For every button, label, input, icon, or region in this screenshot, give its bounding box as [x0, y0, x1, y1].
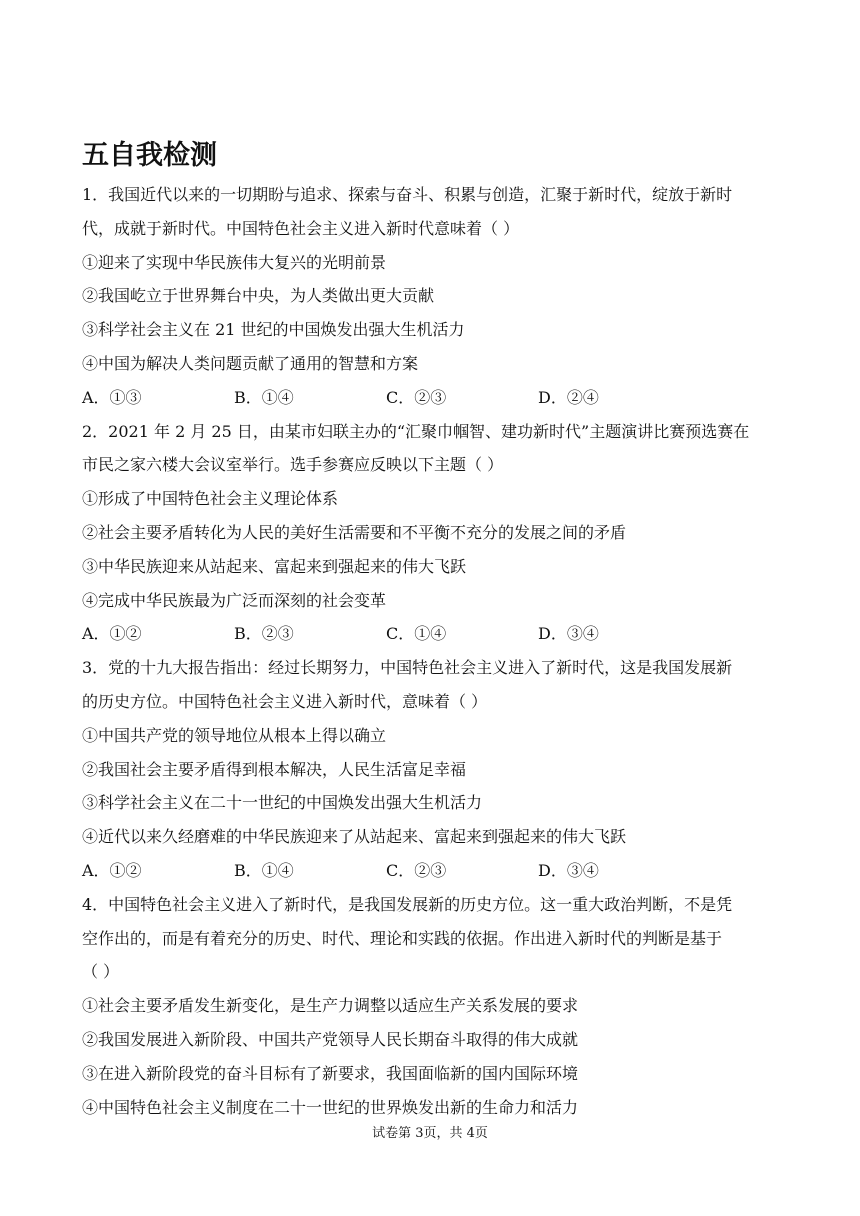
- option-d[interactable]: D．③④: [538, 624, 599, 644]
- question-stem-line: 2．2021 年 2 月 25 日，由某市妇联主办的“汇聚巾帼智、建功新时代”主题演讲比赛预选赛在: [82, 421, 750, 441]
- statement-item: ④近代以来久经磨难的中华民族迎来了从站起来、富起来到强起来的伟大飞跃: [82, 827, 627, 847]
- question-stem-line: 空作出的，而是有着充分的历史、时代、理论和实践的依据。作出进入新时代的判断是基于: [82, 928, 723, 948]
- statement-item: ①中国共产党的领导地位从根本上得以确立: [82, 725, 387, 745]
- option-b[interactable]: B．①④: [234, 387, 294, 407]
- statement-item: ③在进入新阶段党的奋斗目标有了新要求，我国面临新的国内国际环境: [82, 1063, 579, 1083]
- option-c[interactable]: C．②③: [386, 860, 447, 880]
- statement-item: ①迎来了实现中华民族伟大复兴的光明前景: [82, 252, 387, 272]
- question-stem-line: 市民之家六楼大会议室举行。选手参赛应反映以下主题（ ）: [82, 455, 504, 475]
- question-4: [82, 888, 782, 1125]
- statement-item: ②我国社会主要矛盾得到根本解决，人民生活富足幸福: [82, 759, 467, 779]
- statement-item: ①社会主要矛盾发生新变化，是生产力调整以适应生产关系发展的要求: [82, 996, 579, 1016]
- answer-options: [82, 381, 782, 415]
- statement-item: ③科学社会主义在 21 世纪的中国焕发出强大生机活力: [82, 320, 465, 340]
- option-c[interactable]: C．①④: [386, 624, 447, 644]
- question-2: [82, 415, 782, 652]
- statement-item: ④完成中华民族最为广泛而深刻的社会变革: [82, 590, 387, 610]
- statement-item: ①形成了中国特色社会主义理论体系: [82, 489, 339, 509]
- statement-item: ②我国发展进入新阶段、中国共产党领导人民长期奋斗取得的伟大成就: [82, 1029, 579, 1049]
- question-3: [82, 651, 782, 888]
- question-stem-line: 代，成就于新时代。中国特色社会主义进入新时代意味着（ ）: [82, 218, 520, 238]
- option-b[interactable]: B．①④: [234, 860, 294, 880]
- page-footer: 试卷第 3页，共 4页: [372, 1126, 488, 1141]
- option-a[interactable]: A．①②: [82, 624, 142, 644]
- section-title: 五自我检测: [82, 140, 217, 171]
- statement-item: ②社会主要矛盾转化为人民的美好生活需要和不平衡不充分的发展之间的矛盾: [82, 522, 627, 542]
- option-a[interactable]: A．①③: [82, 387, 142, 407]
- option-d[interactable]: D．②④: [538, 387, 599, 407]
- answer-options: [82, 617, 782, 651]
- question-list: [82, 178, 782, 1124]
- statement-item: ③中华民族迎来从站起来、富起来到强起来的伟大飞跃: [82, 556, 467, 576]
- option-d[interactable]: D．③④: [538, 860, 599, 880]
- statement-item: ②我国屹立于世界舞台中央，为人类做出更大贡献: [82, 286, 435, 306]
- question-stem-line: 的历史方位。中国特色社会主义进入新时代，意味着（ ）: [82, 691, 488, 711]
- question-stem-line: 3．党的十九大报告指出：经过长期努力，中国特色社会主义进入了新时代，这是我国发展新: [82, 658, 733, 678]
- statement-item: ③科学社会主义在二十一世纪的中国焕发出强大生机活力: [82, 793, 483, 813]
- answer-options: [82, 854, 782, 888]
- question-stem-line: 4．中国特色社会主义进入了新时代，是我国发展新的历史方位。这一重大政治判断，不是凭: [82, 894, 733, 914]
- question-stem-line: 1．我国近代以来的一切期盼与追求、探索与奋斗、积累与创造，汇聚于新时代，绽放于新时: [82, 185, 733, 204]
- option-c[interactable]: C．②③: [386, 387, 447, 407]
- option-a[interactable]: A．①②: [82, 860, 142, 880]
- question-1: [82, 178, 782, 415]
- statement-item: ④中国特色社会主义制度在二十一世纪的世界焕发出新的生命力和活力: [82, 1097, 579, 1117]
- option-b[interactable]: B．②③: [234, 624, 294, 644]
- question-stem-line: （ ）: [82, 962, 120, 982]
- statement-item: ④中国为解决人类问题贡献了通用的智慧和方案: [82, 353, 419, 373]
